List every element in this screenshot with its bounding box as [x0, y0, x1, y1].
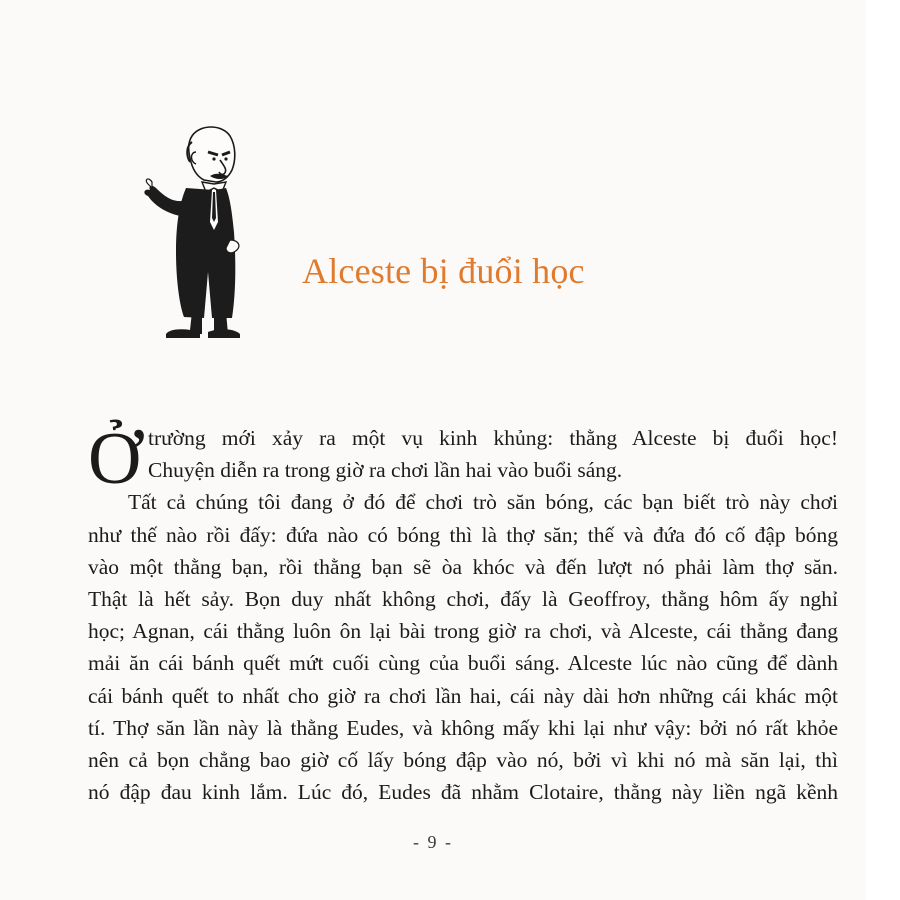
text-line: Chuyện diễn ra trong giờ ra chơi lần hai vào buổi sáng.: [148, 458, 623, 483]
body-text: [88, 418, 838, 808]
text-line: mải ăn cái bánh quết mứt cuối cùng của buổi sáng. Alceste lúc nào cũng để dành: [88, 651, 838, 676]
page-number: - 9 -: [413, 832, 453, 852]
text-line: tí. Thợ săn lần này là thằng Eudes, và không mấy khi lại như vậy: bởi nó rất khỏe: [88, 715, 838, 740]
text-line: nên cả bọn chẳng bao giờ cố lấy bóng đập vào nó, bởi vì khi nó mà săn lại, thì: [88, 747, 838, 772]
teacher-illustration: [130, 122, 250, 344]
text-line: cái bánh quết to nhất cho giờ ra chơi lần hai, cái này dài hơn những cái khác một: [88, 683, 838, 708]
text-line: học; Agnan, cái thằng luôn ôn lại bài trong giờ ra chơi, và Alceste, cái thằng đang: [88, 619, 838, 644]
text-line: như thế nào rồi đấy: đứa nào có bóng thì là thợ săn; thế và đứa đó cố đập bóng: [88, 522, 838, 547]
page-edge: [866, 0, 900, 900]
drop-cap: Ở: [88, 418, 142, 500]
text-line: nó đập đau kinh lắm. Lúc đó, Eudes đã nhằm Clotaire, thằng này liền ngã kềnh: [88, 780, 838, 805]
text-line: trường mới xảy ra một vụ kinh khủng: thằng Alceste bị đuổi học!: [148, 426, 838, 450]
text-line: Tất cả chúng tôi đang ở đó để chơi trò săn bóng, các bạn biết trò này chơi: [128, 490, 838, 515]
text-line: vào một thằng bạn, rồi thằng bạn sẽ òa khóc và đến lượt nó phải làm thợ săn.: [88, 554, 838, 579]
text-line: Thật là hết sảy. Bọn duy nhất không chơi, đấy là Geoffroy, thằng hôm ấy nghỉ: [88, 586, 838, 611]
chapter-title: Alceste bị đuổi học: [302, 251, 585, 291]
